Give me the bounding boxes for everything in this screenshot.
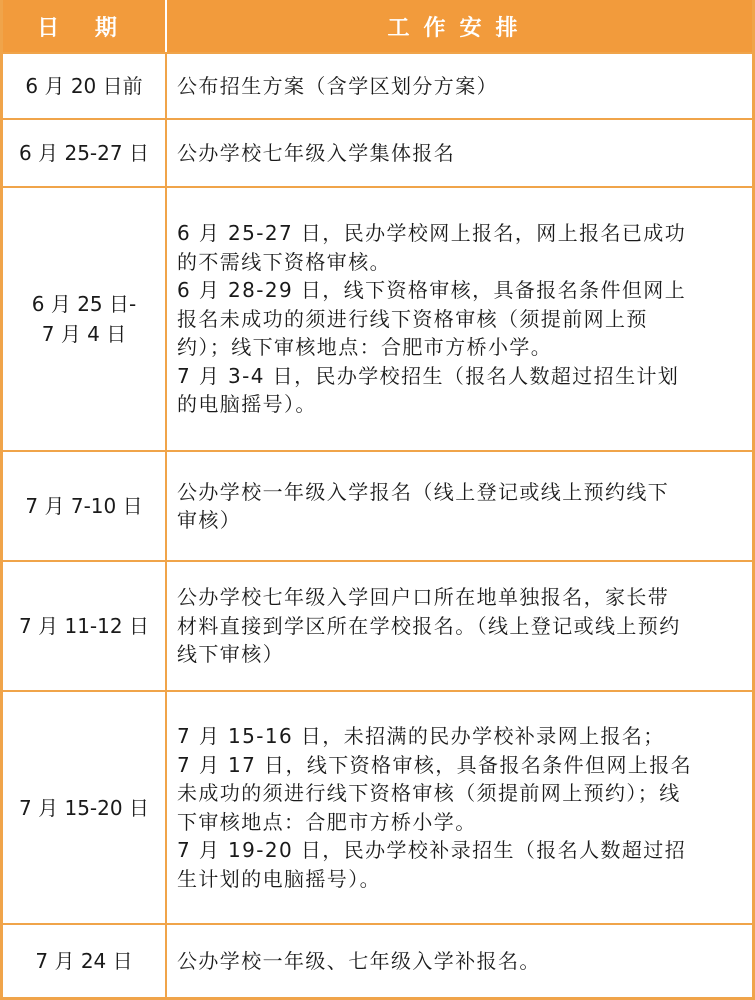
row-work-line: 公办学校一年级、七年级入学补报名。 [177,948,541,973]
row-work [167,925,752,997]
table-header [3,0,752,52]
row-work-line: 7 月 17 日，线下资格审核，具备报名条件但网上报名 [177,752,693,777]
row-work-line: 公办学校一年级入学报名（线上登记或线上预约线下 [177,479,670,504]
row-work-line: 下审核地点：合肥市方桥小学。 [177,809,477,834]
table-row [3,923,752,997]
row-work-line: 的电脑摇号）。 [177,392,317,417]
row-work [167,188,752,450]
row-work-line: 公办学校七年级入学回户口所在地单独报名，家长带 [177,585,670,610]
row-work-line: 线下审核） [177,642,284,667]
row-date: 7 月 24 日 [3,925,167,997]
row-work-line: 7 月 3-4 日，民办学校招生（报名人数超过招生计划 [177,363,680,388]
row-work-line: 7 月 15-16 日，未招满的民办学校补录网上报名； [177,724,665,748]
row-work-line: 7 月 19-20 日，民办学校补录招生（报名人数超过招 [177,838,687,862]
table-row [3,560,752,690]
row-work-line: 的不需线下资格审核。 [177,249,391,274]
row-work-line: 报名未成功的须进行线下资格审核（须提前网上预 [177,306,648,331]
row-date: 7 月 15-20 日 [3,692,167,923]
row-work [167,692,752,923]
header-date: 日 期 [3,0,167,52]
row-work-line: 未成功的须进行线下资格审核（须提前网上预约）；线 [177,781,681,805]
row-work [167,54,752,118]
row-date: 6 月 20 日前 [3,54,167,118]
row-work-line: 公布招生方案（含学区划分方案） [177,73,498,98]
row-work [167,452,752,560]
table-row [3,52,752,118]
row-date: 6 月 25 日- 7 月 4 日 [3,188,167,450]
row-date: 7 月 7-10 日 [3,452,167,560]
row-date: 6 月 25-27 日 [3,120,167,186]
table-row [3,450,752,560]
row-work-line: 生计划的电脑摇号）。 [177,866,381,891]
header-work-arrangement: 工作安排 [387,15,532,41]
row-work [167,562,752,690]
row-work-line: 6 月 28-29 日，线下资格审核，具备报名条件但网上 [177,278,687,303]
row-work-line: 公办学校七年级入学集体报名 [177,140,456,165]
row-work-line: 材料直接到学区所在学校报名。（线上登记或线上预约 [177,613,681,638]
row-work-line: 审核） [177,508,242,532]
row-work-line: 6 月 25-27 日，民办学校网上报名，网上报名已成功 [177,221,687,246]
row-work [167,120,752,186]
table-row [3,690,752,923]
table-row [3,186,752,450]
row-date: 7 月 11-12 日 [3,562,167,690]
table-row [3,118,752,186]
row-work-line: 约）；线下审核地点：合肥市方桥小学。 [177,335,553,360]
